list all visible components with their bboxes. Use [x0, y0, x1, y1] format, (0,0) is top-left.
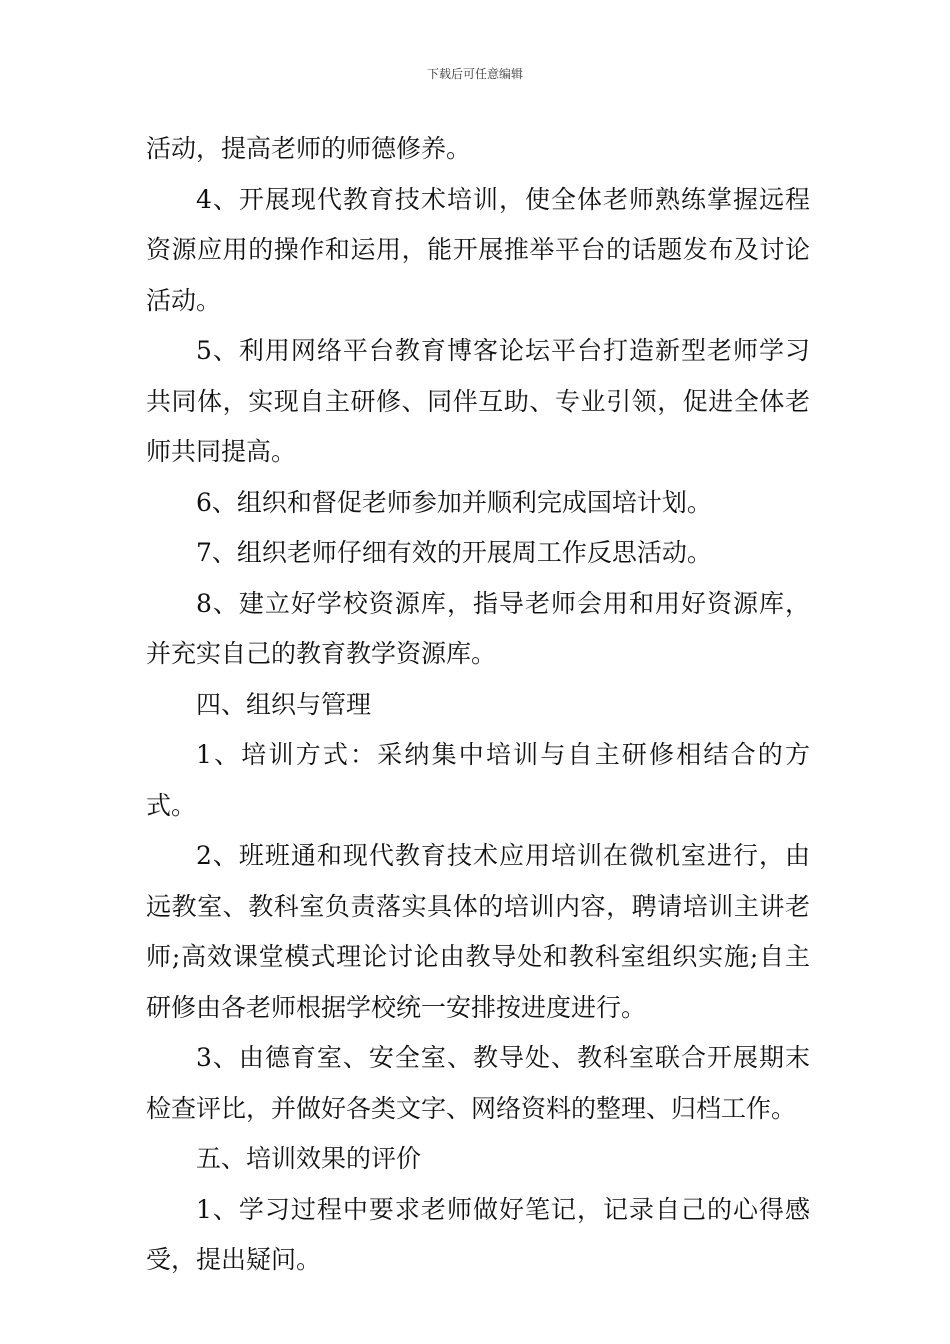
paragraph: 1、培训方式：采纳集中培训与自主研修相结合的方式。: [146, 740, 810, 820]
paragraph: 1、学习过程中要求老师做好笔记，记录自己的心得感受，提出疑问。: [146, 1194, 810, 1274]
paragraph: 6、组织和督促老师参加并顺利完成国培计划。: [196, 487, 712, 517]
paragraph: 5、利用网络平台教育博客论坛平台打造新型老师学习共同体，实现自主研修、同伴互助、专业引领，促进全体老师共同提高。: [146, 336, 810, 466]
page-header: 下载后可任意编辑: [426, 67, 523, 81]
section-heading: 四、组织与管理: [196, 689, 372, 719]
section-heading: 五、培训效果的评价: [196, 1144, 422, 1173]
document-body: [146, 124, 810, 1286]
paragraph: 8、建立好学校资源库，指导老师会用和用好资源库，并充实自己的教育教学资源库。: [146, 588, 810, 668]
paragraph: 4、开展现代教育技术培训，使全体老师熟练掌握远程资源应用的操作和运用，能开展推举平台的话题发布及讨论活动。: [146, 184, 810, 315]
paragraph: 2、班班通和现代教育技术应用培训在微机室进行，由远教室、教科室负责落实具体的培训内容，聘请培训主讲老师;高效课堂模式理论讨论由教导处和教科室组织实施;自主研修由各老师根据学校统一安排按进度进行。: [146, 841, 810, 1022]
paragraph: 7、组织老师仔细有效的开展周工作反思活动。: [196, 538, 712, 567]
paragraph: 3、由德育室、安全室、教导处、教科室联合开展期末检查评比，并做好各类文字、网络资料的整理、归档工作。: [146, 1043, 810, 1123]
paragraph: 活动，提高老师的师德修养。: [146, 134, 472, 163]
